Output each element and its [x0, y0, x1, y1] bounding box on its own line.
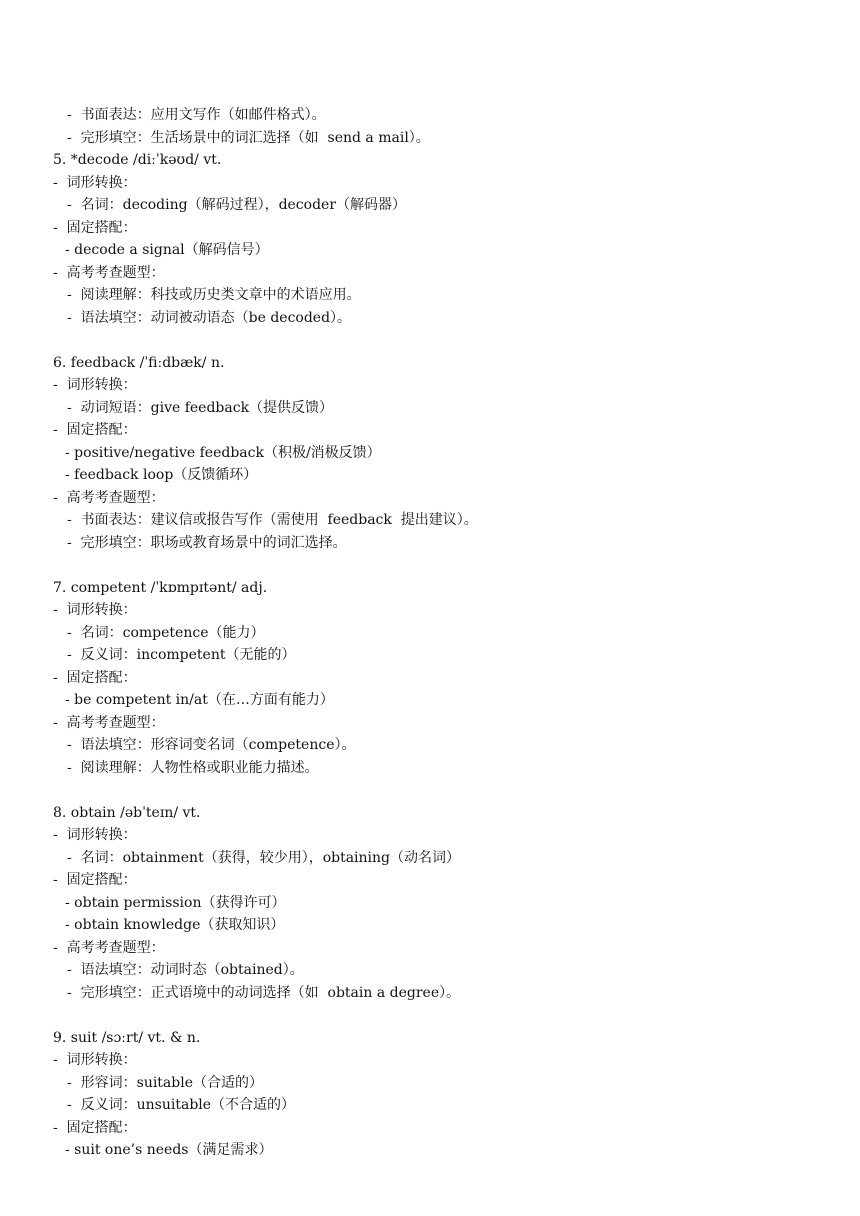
text-line: - 高考考查题型：: [53, 264, 165, 281]
text-line: - 形容词：suitable（合适的）: [67, 1074, 264, 1091]
document-page: [0, 104, 860, 1162]
text-line: - decode a signal（解码信号）: [65, 242, 269, 258]
text-line: - 词形转换：: [53, 377, 137, 393]
text-line: - 固定搭配：: [53, 669, 137, 686]
text-line: - 词形转换：: [53, 1052, 137, 1068]
text-line: - 书面表达：建议信或报告写作（需使用 feedback 提出建议）。: [67, 512, 478, 528]
text-line: - be competent in/at（在…方面有能力）: [65, 692, 334, 708]
blank-line: [0, 554, 860, 577]
text-line: - 固定搭配：: [53, 422, 137, 438]
text-line: - 完形填空：正式语境中的动词选择（如 obtain a degree）。: [67, 984, 461, 1001]
text-line: - 固定搭配：: [53, 1119, 137, 1136]
text-line: - 名词：decoding（解码过程），decoder（解码器）: [67, 197, 407, 213]
text-line: - 词形转换：: [53, 174, 137, 191]
blank-line: [0, 1004, 860, 1027]
text-line: - 语法填空：动词时态（obtained）。: [67, 962, 304, 978]
text-line: - 高考考查题型：: [53, 489, 165, 506]
text-line: - 反义词：incompetent（无能的）: [67, 647, 296, 663]
entry-heading: 7. competent /ˈkɒmpɪtənt/ adj.: [53, 579, 268, 596]
text-line: - 名词：obtainment（获得，较少用），obtaining（动名词）: [67, 849, 461, 866]
blank-line: [0, 779, 860, 802]
entry-heading: 6. feedback /ˈfiːdbæk/ n.: [53, 354, 225, 371]
text-line: - 语法填空：形容词变名词（competence）。: [67, 737, 356, 753]
text-line: - obtain permission（获得许可）: [65, 894, 286, 911]
entry-heading: 8. obtain /əbˈteɪn/ vt.: [53, 804, 201, 821]
text-line: - 词形转换：: [53, 827, 137, 843]
text-line: - 固定搭配：: [53, 872, 137, 888]
text-line: - 书面表达：应用文写作（如邮件格式）。: [67, 107, 326, 123]
text-line: - suit one’s needs（满足需求）: [65, 1142, 273, 1158]
entry-heading: 5. *decode /diːˈkəʊd/ vt.: [53, 152, 222, 168]
text-line: - 高考考查题型：: [53, 939, 165, 956]
text-line: - positive/negative feedback（积极/消极反馈）: [65, 444, 381, 461]
text-line: - 高考考查题型：: [53, 714, 165, 731]
text-line: - 阅读理解：科技或历史类文章中的术语应用。: [67, 287, 361, 303]
text-line: - 完形填空：生活场景中的词汇选择（如 send a mail）。: [67, 129, 430, 146]
text-line: - 反义词：unsuitable（不合适的）: [67, 1097, 296, 1113]
text-line: - 动词短语：give feedback（提供反馈）: [67, 399, 334, 416]
text-line: - 阅读理解：人物性格或职业能力描述。: [67, 759, 319, 776]
text-line: - feedback loop（反馈循环）: [65, 467, 258, 483]
text-line: - obtain knowledge（获取知识）: [65, 917, 285, 933]
text-line: - 语法填空：动词被动语态（be decoded）。: [67, 309, 352, 326]
text-line: - 固定搭配：: [53, 219, 137, 236]
text-line: - 词形转换：: [53, 602, 137, 618]
text-line: - 名词：competence（能力）: [67, 624, 265, 641]
blank-line: [0, 329, 860, 352]
text-line: - 完形填空：职场或教育场景中的词汇选择。: [67, 534, 347, 551]
entry-heading: 9. suit /sɔːrt/ vt. & n.: [53, 1029, 201, 1046]
